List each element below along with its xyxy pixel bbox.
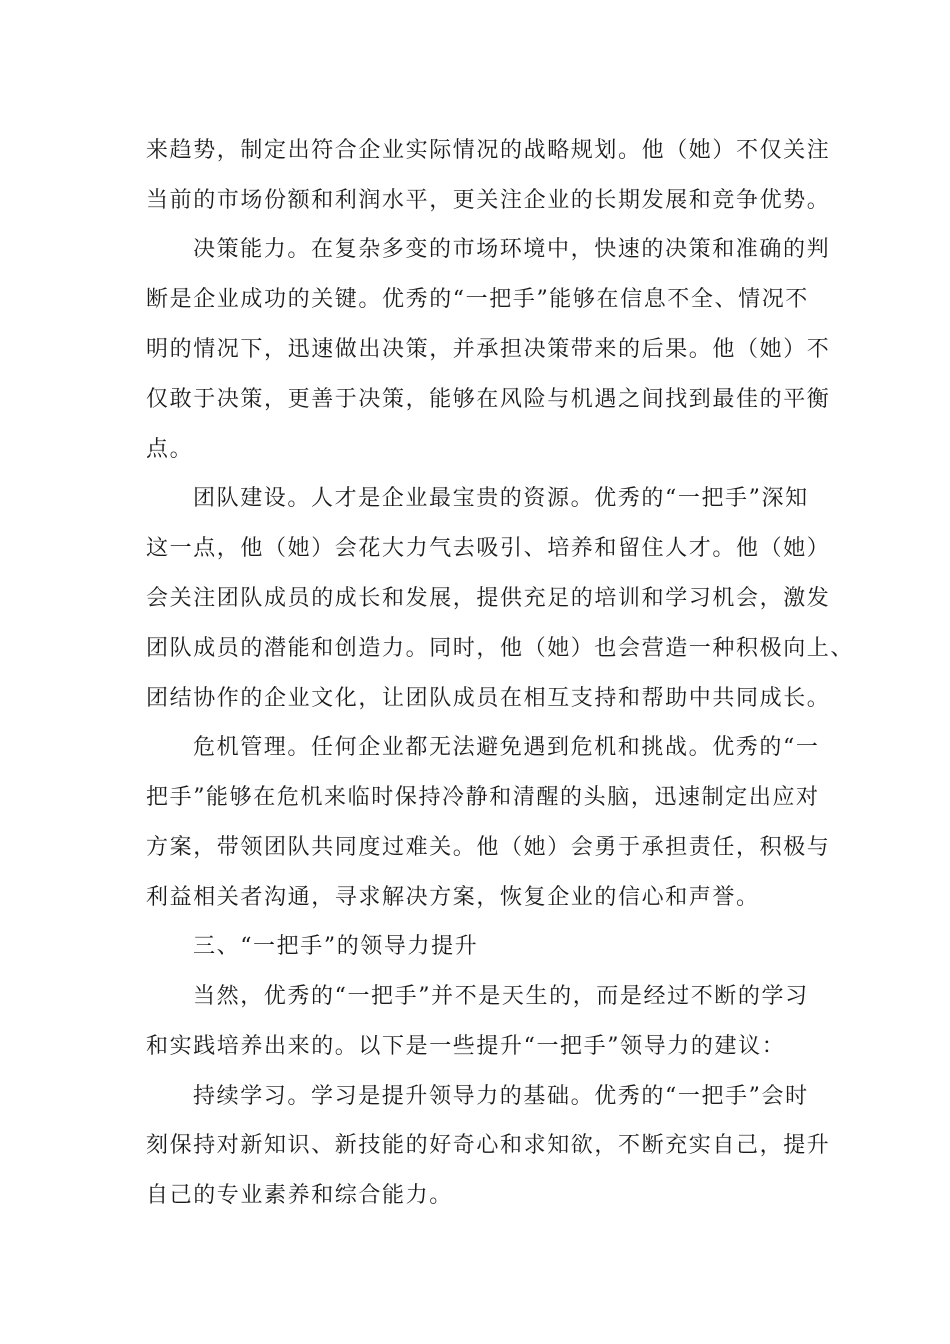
text-line: 这一点，他（她）会花大力气去吸引、培养和留住人才。他（她） — [146, 536, 831, 561]
paragraph-start-line: 团队建设。人才是企业最宝贵的资源。优秀的“一把手”深知 — [193, 486, 809, 511]
text-line: 断是企业成功的关键。优秀的“一把手”能够在信息不全、情况不 — [146, 287, 809, 312]
text-line: 刻保持对新知识、新技能的好奇心和求知欲，不断充实自己，提升 — [146, 1133, 831, 1158]
paragraph-start-line: 当然，优秀的“一把手”并不是天生的，而是经过不断的学习 — [193, 984, 809, 1009]
text-line: 自己的专业素养和综合能力。 — [146, 1183, 453, 1208]
paragraph-start-line: 决策能力。在复杂多变的市场环境中，快速的决策和准确的判 — [193, 237, 831, 262]
paragraph-start-line: 危机管理。任何企业都无法避免遇到危机和挑战。优秀的“一 — [193, 735, 820, 760]
text-line: 当前的市场份额和利润水平，更关注企业的长期发展和竞争优势。 — [146, 188, 831, 213]
text-line: 会关注团队成员的成长和发展，提供充足的培训和学习机会，激发 — [146, 586, 831, 611]
text-line: 仅敢于决策，更善于决策，能够在风险与机遇之间找到最佳的平衡 — [146, 387, 831, 412]
text-line: 点。 — [146, 437, 194, 462]
text-line: 团结协作的企业文化，让团队成员在相互支持和帮助中共同成长。 — [146, 686, 831, 711]
text-line: 方案，带领团队共同度过难关。他（她）会勇于承担责任，积极与 — [146, 835, 831, 860]
text-line: 明的情况下，迅速做出决策，并承担决策带来的后果。他（她）不 — [146, 337, 831, 362]
text-line: 把手”能够在危机来临时保持冷静和清醒的头脑，迅速制定出应对 — [146, 785, 820, 810]
text-line: 团队成员的潜能和创造力。同时，他（她）也会营造一种积极向上、 — [146, 636, 855, 661]
text-line: 和实践培养出来的。以下是一些提升“一把手”领导力的建议： — [146, 1034, 786, 1059]
paragraph-start-line: 持续学习。学习是提升领导力的基础。优秀的“一把手”会时 — [193, 1084, 809, 1109]
section-heading: 三、“一把手”的领导力提升 — [193, 934, 479, 959]
text-line: 来趋势，制定出符合企业实际情况的战略规划。他（她）不仅关注 — [146, 138, 831, 163]
text-line: 利益相关者沟通，寻求解决方案，恢复企业的信心和声誉。 — [146, 885, 760, 910]
